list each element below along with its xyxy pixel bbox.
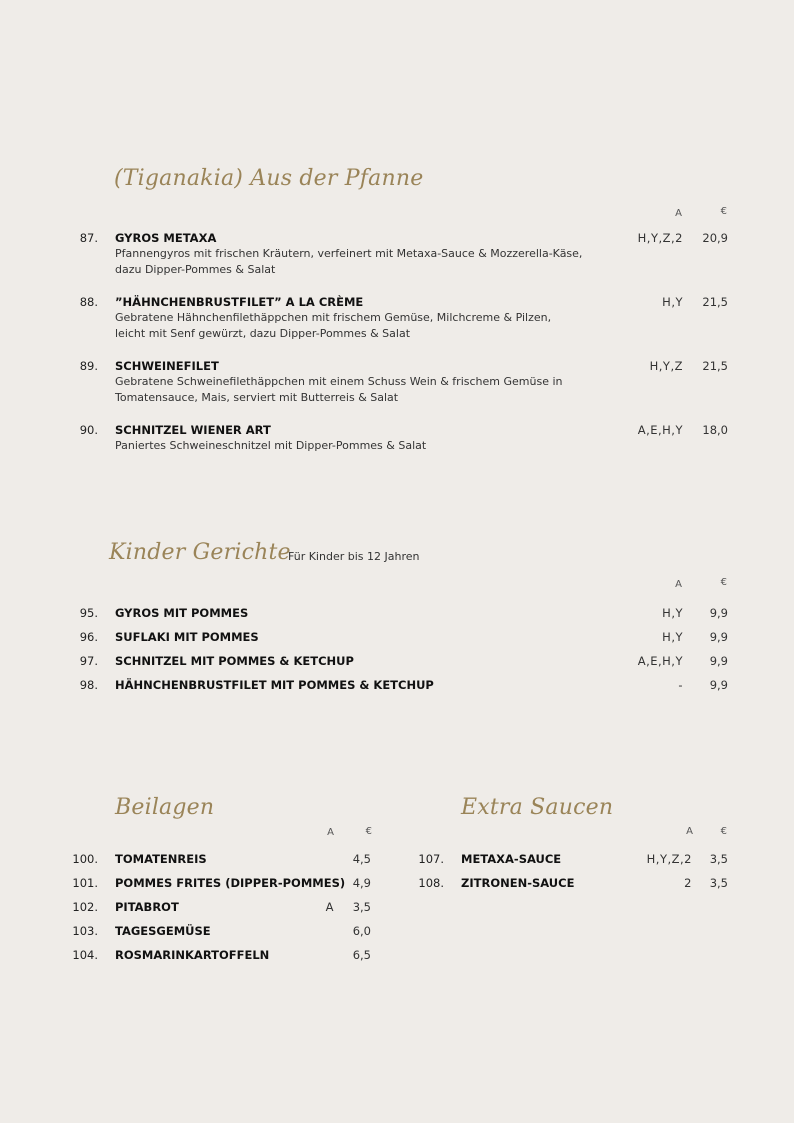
item-number: 108. xyxy=(418,876,444,890)
item-name: HÄHNCHENBRUSTFILET MIT POMMES & KETCHUP xyxy=(115,678,434,692)
item-allergens: H,Y xyxy=(662,606,683,620)
item-number: 103. xyxy=(72,924,98,938)
item-description xyxy=(115,438,595,454)
item-name: TOMATENREIS xyxy=(115,852,207,866)
item-number: 101. xyxy=(72,876,98,890)
pfanne-heading: (Tiganakia) Aus der Pfanne xyxy=(114,166,424,191)
item-number: 107. xyxy=(418,852,444,866)
item-price: 3,5 xyxy=(709,876,728,890)
item-number: 89. xyxy=(79,359,98,373)
item-name: ROSMARINKARTOFFELN xyxy=(115,948,270,962)
item-number: 104. xyxy=(72,948,98,962)
item-price: 9,9 xyxy=(709,606,728,620)
item-allergens: H,Y,Z,2 xyxy=(637,231,683,245)
item-price: 6,5 xyxy=(352,948,371,962)
item-allergens: - xyxy=(678,678,683,692)
item-name: SCHWEINEFILET xyxy=(115,359,219,373)
item-number: 97. xyxy=(79,654,98,668)
kinder-age-note: Für Kinder bis 12 Jahren xyxy=(288,550,420,563)
item-name: SCHNITZEL MIT POMMES & KETCHUP xyxy=(115,654,354,668)
item-price: 20,9 xyxy=(702,231,728,245)
description-line: Gebratene Schweinefilethäppchen mit einem Schuss Wein & frischem Gemüse in xyxy=(115,375,563,388)
item-number: 90. xyxy=(79,423,98,437)
beilagen-heading: Beilagen xyxy=(115,795,215,820)
saucen-heading: Extra Saucen xyxy=(461,795,614,820)
item-price: 6,0 xyxy=(352,924,371,938)
kinder-heading: Kinder Gerichte xyxy=(109,540,291,565)
price-column-header: € xyxy=(720,826,727,837)
item-price: 4,5 xyxy=(352,852,371,866)
item-name: POMMES FRITES (DIPPER-POMMES) xyxy=(115,876,346,890)
item-allergens: A xyxy=(325,900,334,914)
item-name: GYROS MIT POMMES xyxy=(115,606,249,620)
item-allergens: H,Y xyxy=(662,630,683,644)
item-allergens: A,E,H,Y xyxy=(637,654,683,668)
item-description xyxy=(115,246,595,278)
item-name: SCHNITZEL WIENER ART xyxy=(115,423,271,437)
description-line: Paniertes Schweineschnitzel mit Dipper-Pommes & Salat xyxy=(115,439,427,452)
item-allergens: H,Y,Z xyxy=(649,359,683,373)
item-name: TAGESGEMÜSE xyxy=(115,924,211,938)
item-allergens: H,Y,Z,2 xyxy=(646,852,692,866)
item-name: PITABROT xyxy=(115,900,179,914)
allergen-column-header: A xyxy=(327,827,334,838)
item-description xyxy=(115,310,595,342)
allergen-column-header: A xyxy=(686,826,693,837)
item-price: 21,5 xyxy=(702,295,728,309)
description-line: Gebratene Hähnchenfilethäppchen mit frischem Gemüse, Milchcreme & Pilzen, xyxy=(115,311,552,324)
item-price: 9,9 xyxy=(709,630,728,644)
description-line: dazu Dipper-Pommes & Salat xyxy=(115,263,276,276)
item-price: 21,5 xyxy=(702,359,728,373)
item-name: ZITRONEN-SAUCE xyxy=(461,876,575,890)
price-column-header: € xyxy=(720,577,727,588)
price-column-header: € xyxy=(720,206,727,217)
item-allergens: A,E,H,Y xyxy=(637,423,683,437)
item-number: 96. xyxy=(79,630,98,644)
item-allergens: 2 xyxy=(684,876,692,890)
item-number: 88. xyxy=(79,295,98,309)
item-allergens: H,Y xyxy=(662,295,683,309)
price-column-header: € xyxy=(365,826,372,837)
allergen-column-header: A xyxy=(675,579,682,590)
item-price: 9,9 xyxy=(709,678,728,692)
item-number: 102. xyxy=(72,900,98,914)
allergen-column-header: A xyxy=(675,208,682,219)
item-price: 18,0 xyxy=(702,423,728,437)
item-description xyxy=(115,374,595,406)
item-price: 3,5 xyxy=(709,852,728,866)
description-line: leicht mit Senf gewürzt, dazu Dipper-Pommes & Salat xyxy=(115,327,411,340)
description-line: Pfannengyros mit frischen Kräutern, verfeinert mit Metaxa-Sauce & Mozzerella-Käse, xyxy=(115,247,583,260)
item-price: 9,9 xyxy=(709,654,728,668)
item-number: 87. xyxy=(79,231,98,245)
item-name: ”HÄHNCHENBRUSTFILET” A LA CRÈME xyxy=(115,295,364,309)
item-name: GYROS METAXA xyxy=(115,231,217,245)
item-number: 98. xyxy=(79,678,98,692)
item-price: 4,9 xyxy=(352,876,371,890)
item-number: 100. xyxy=(72,852,98,866)
item-price: 3,5 xyxy=(352,900,371,914)
description-line: Tomatensauce, Mais, serviert mit Butterreis & Salat xyxy=(115,391,399,404)
item-name: METAXA-SAUCE xyxy=(461,852,562,866)
item-number: 95. xyxy=(79,606,98,620)
item-name: SUFLAKI MIT POMMES xyxy=(115,630,259,644)
